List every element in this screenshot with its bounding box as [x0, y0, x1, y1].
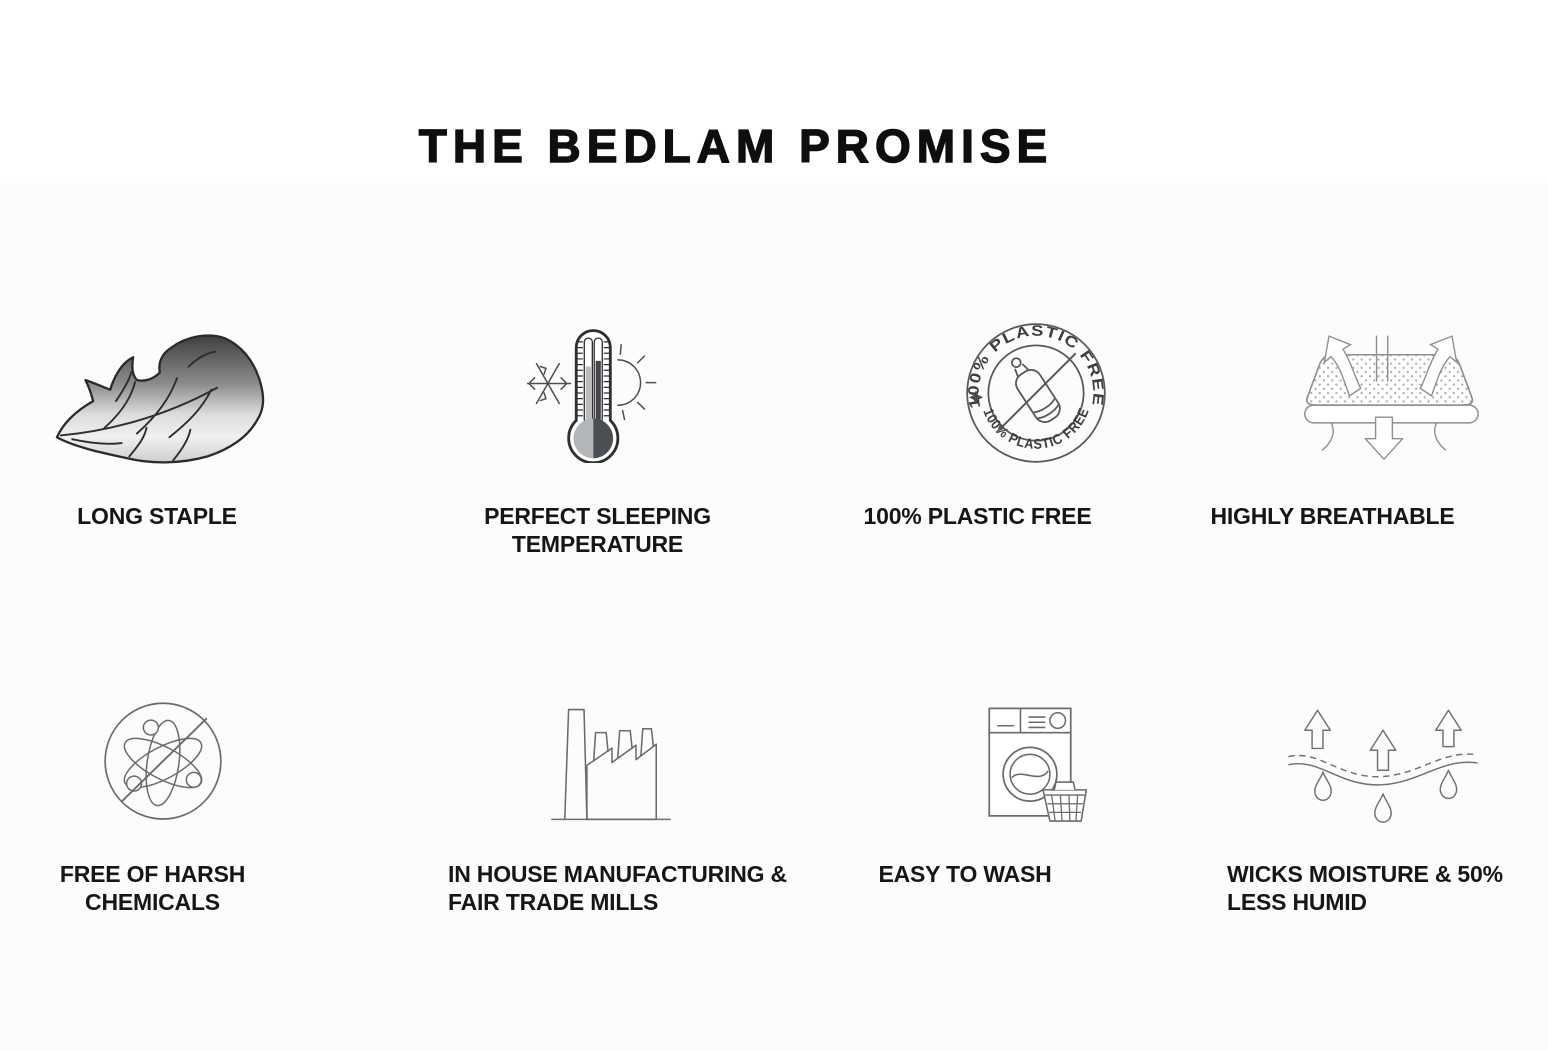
- feature-harsh-chemicals: [5, 695, 300, 916]
- feature-label: HIGHLY BREATHABLE: [1210, 503, 1455, 529]
- feature-easy-wash: [830, 695, 1100, 888]
- washing-machine-icon: [965, 695, 1095, 830]
- feature-label: IN HOUSE MANUFACTURING & FAIR TRADE MILLS: [448, 861, 787, 916]
- feature-long-staple: [12, 305, 302, 530]
- feature-label: FREE OF HARSH CHEMICALS: [59, 861, 246, 916]
- thermometer-icon: [527, 305, 669, 480]
- sun-icon: [617, 344, 655, 419]
- plastic-bottle-icon: [1002, 351, 1063, 425]
- badge-text-bottom: 100% PLASTIC FREE: [979, 403, 1092, 452]
- atom-orbits: [117, 718, 208, 807]
- page-title: THE BEDLAM PROMISE: [418, 119, 1054, 172]
- feature-label: WICKS MOISTURE & 50% LESS HUMID: [1227, 861, 1503, 916]
- plastic-free-badge-icon: [961, 305, 1111, 480]
- feature-moisture: [1218, 695, 1548, 916]
- slash-line: [996, 353, 1075, 432]
- feature-label: 100% PLASTIC FREE: [863, 503, 1092, 529]
- factory-icon: [543, 695, 678, 830]
- feature-plastic-free: [830, 305, 1125, 530]
- svg-text:100% PLASTIC FREE: [965, 322, 1106, 409]
- badge-text-top: 100% PLASTIC FREE: [964, 321, 1107, 409]
- feature-label: EASY TO WASH: [878, 861, 1052, 887]
- feature-label: LONG STAPLE: [77, 503, 237, 529]
- moisture-wicking-icon: [1283, 695, 1483, 830]
- feature-manufacturing: [437, 695, 829, 916]
- feature-label: PERFECT SLEEPING TEMPERATURE: [484, 503, 711, 558]
- feather-icon: [47, 305, 267, 480]
- feature-breathable: [1185, 305, 1480, 530]
- breathable-mattress-icon: [1288, 305, 1493, 480]
- snowflake-icon: [527, 363, 571, 403]
- no-harsh-chemicals-icon: [93, 695, 233, 830]
- feature-sleeping-temperature: [400, 305, 795, 558]
